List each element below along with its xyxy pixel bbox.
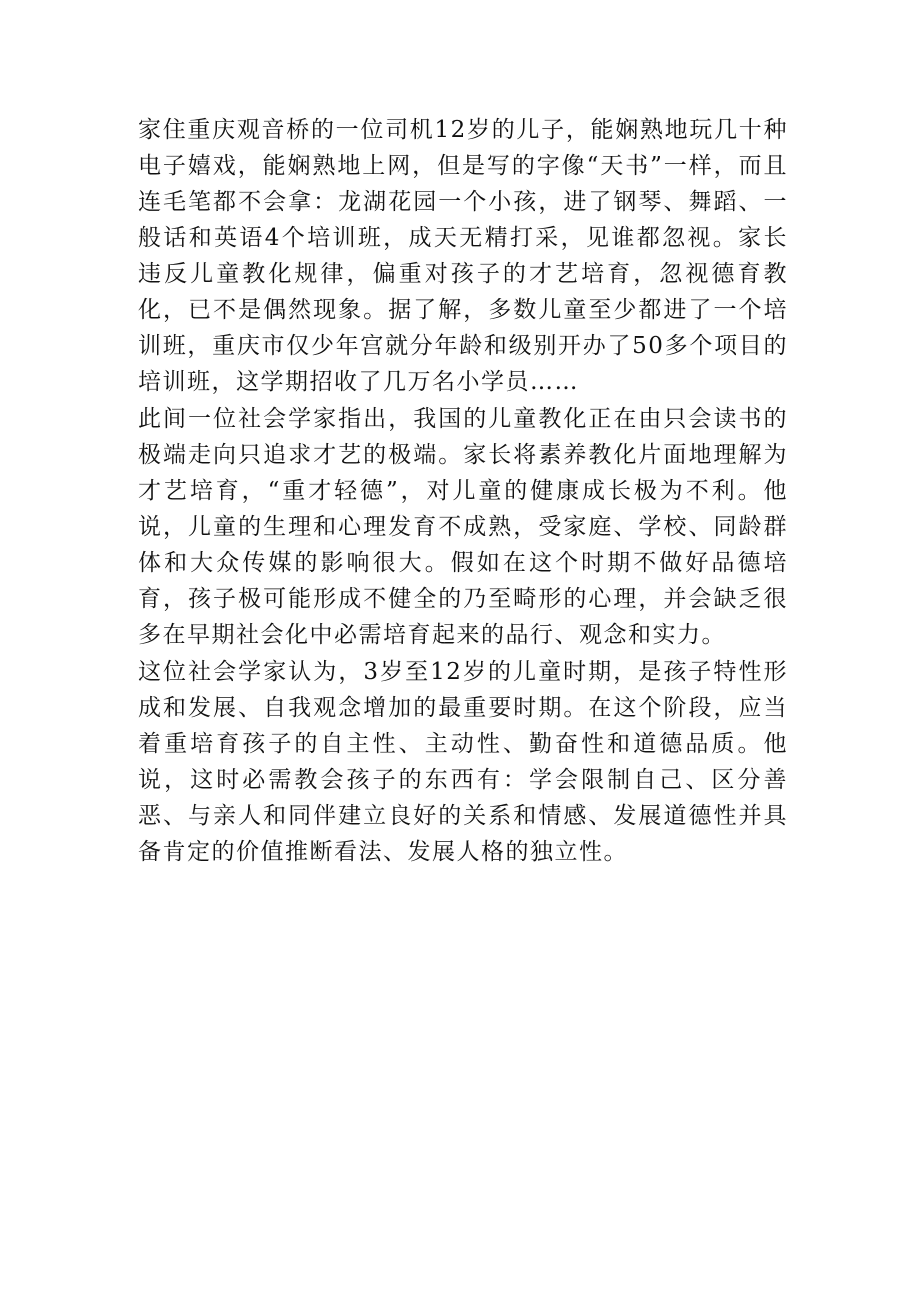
paragraph-2: 此间一位社会学家指出，我国的儿童教化正在由只会读书的极端走向只追求才艺的极端。家长将素养教化片面地理解为才艺培育，“重才轻德”，对儿童的健康成长极为不利。他说，儿童的生理和心理发育不成熟，受家庭、学校、同龄群体和大众传媒的影响很大。假如在这个时期不做好品德培育，孩子极可能形成不健全的乃至畸形的心理，并会缺乏很多在早期社会化中必需培育起来的品行、观念和实力。: [138, 406, 788, 648]
paragraph-3: 这位社会学家认为，3岁至12岁的儿童时期，是孩子特性形成和发展、自我观念增加的最重要时期。在这个阶段，应当着重培育孩子的自主性、主动性、勤奋性和道德品质。他说，这时必需教会孩子的东西有：学会限制自己、区分善恶、与亲人和同伴建立良好的关系和情感、发展道德性并具备肯定的价值推断看法、发展人格的独立性。: [138, 659, 788, 865]
document-body: [138, 112, 788, 870]
paragraph-1: 家住重庆观音桥的一位司机12岁的儿子，能娴熟地玩几十种电子嬉戏，能娴熟地上网，但是写的字像“天书”一样，而且连毛笔都不会拿：龙湖花园一个小孩，进了钢琴、舞蹈、一般话和英语4个培训班，成天无精打采，见谁都忽视。家长违反儿童教化规律，偏重对孩子的才艺培育，忽视德育教化，已不是偶然现象。据了解，多数儿童至少都进了一个培训班，重庆市仅少年宫就分年龄和级别开办了50多个项目的培训班，这学期招收了几万名小学员……: [138, 117, 788, 395]
